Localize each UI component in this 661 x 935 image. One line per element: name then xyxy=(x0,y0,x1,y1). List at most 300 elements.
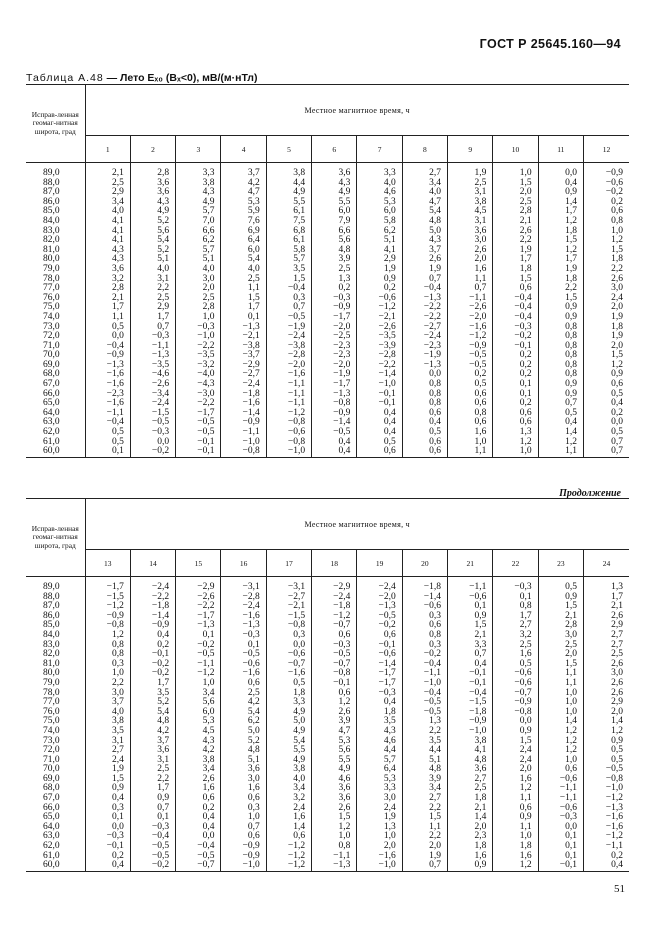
value-cell: −2,4 xyxy=(357,577,402,593)
value-cell: −1,0 xyxy=(357,380,402,390)
value-cell: −0,4 xyxy=(402,660,447,670)
latitude-cell: 78,0 xyxy=(42,273,60,284)
value-cell: 0,1 xyxy=(493,390,538,400)
value-cell: −0,4 xyxy=(130,832,175,842)
value-cell: −0,4 xyxy=(448,689,493,699)
value-cell: −1,2 xyxy=(448,332,493,342)
value-cell: −0,3 xyxy=(221,631,266,641)
value-cell: 2,2 xyxy=(85,679,130,689)
latitude-cell: 82,0 xyxy=(42,649,60,660)
value-cell: 2,2 xyxy=(402,727,447,737)
value-cell: 1,6 xyxy=(448,428,493,438)
value-cell: −0,5 xyxy=(357,612,402,622)
value-cell: 1,2 xyxy=(538,737,583,747)
latitude-cell: 64,0 xyxy=(42,821,60,832)
value-cell: 1,1 xyxy=(448,275,493,285)
value-cell: 4,7 xyxy=(221,188,266,198)
value-cell: 1,2 xyxy=(538,217,583,227)
value-cell: 6,0 xyxy=(357,207,402,217)
value-cell: 5,6 xyxy=(130,227,175,237)
table-number: Таблица А.48 xyxy=(26,72,104,84)
value-cell: −2,2 xyxy=(130,593,175,603)
value-cell: −1,1 xyxy=(448,294,493,304)
table-row xyxy=(26,163,629,179)
value-cell: 2,5 xyxy=(493,198,538,208)
value-cell: 2,0 xyxy=(176,284,221,294)
value-cell: 0,6 xyxy=(448,418,493,428)
continuation-label: Продолжение xyxy=(559,488,621,499)
value-cell: 1,1 xyxy=(85,313,130,323)
value-cell: 0,6 xyxy=(583,207,629,217)
value-cell: 1,1 xyxy=(493,794,538,804)
value-cell: 2,6 xyxy=(583,689,629,699)
value-cell: −0,5 xyxy=(130,852,175,862)
value-cell: 2,5 xyxy=(85,179,130,189)
value-cell: −1,7 xyxy=(85,577,130,593)
value-cell: 3,6 xyxy=(312,163,357,179)
value-cell: −0,7 xyxy=(312,660,357,670)
value-cell: −1,2 xyxy=(266,842,311,852)
value-cell: 1,6 xyxy=(493,650,538,660)
value-cell: 1,5 xyxy=(221,294,266,304)
value-cell: 1,2 xyxy=(493,861,538,871)
value-cell: 0,8 xyxy=(312,842,357,852)
value-cell: −0,2 xyxy=(130,447,175,457)
value-cell: −0,2 xyxy=(493,332,538,342)
value-cell: −3,9 xyxy=(357,342,402,352)
value-cell: −1,0 xyxy=(448,727,493,737)
value-cell: −1,2 xyxy=(583,832,629,842)
latitude-cell: 70,0 xyxy=(42,350,60,361)
value-cell: −1,1 xyxy=(221,428,266,438)
value-cell: 4,0 xyxy=(402,188,447,198)
value-cell: 1,2 xyxy=(538,746,583,756)
value-cell: 1,2 xyxy=(583,361,629,371)
value-cell: 5,2 xyxy=(130,246,175,256)
value-cell: 0,6 xyxy=(402,621,447,631)
value-cell: 4,4 xyxy=(357,746,402,756)
value-cell: 0,8 xyxy=(538,332,583,342)
value-cell: 1,6 xyxy=(493,852,538,862)
value-cell: 0,6 xyxy=(493,409,538,419)
value-cell: 6,0 xyxy=(176,708,221,718)
latitude-cell: 62,0 xyxy=(42,427,60,438)
value-cell: 2,5 xyxy=(448,784,493,794)
value-cell: −2,8 xyxy=(357,351,402,361)
value-cell: 4,5 xyxy=(448,207,493,217)
value-cell: 3,3 xyxy=(176,163,221,179)
value-cell: −3,4 xyxy=(130,390,175,400)
value-cell: 0,5 xyxy=(538,409,583,419)
value-cell: 0,1 xyxy=(85,813,130,823)
value-cell: 0,7 xyxy=(130,804,175,814)
value-cell: −0,7 xyxy=(266,660,311,670)
value-cell: −0,9 xyxy=(85,351,130,361)
value-cell: 1,7 xyxy=(130,679,175,689)
value-cell: 5,2 xyxy=(130,217,175,227)
value-cell: 5,5 xyxy=(312,198,357,208)
value-cell: 2,4 xyxy=(85,756,130,766)
value-cell: 2,1 xyxy=(493,217,538,227)
value-cell: 0,3 xyxy=(266,631,311,641)
value-cell: 0,7 xyxy=(583,438,629,448)
value-cell: 4,8 xyxy=(402,217,447,227)
hour-header: 13 xyxy=(85,550,130,577)
value-cell: −0,5 xyxy=(402,698,447,708)
value-cell: −1,5 xyxy=(85,593,130,603)
value-cell: 0,8 xyxy=(402,380,447,390)
latitude-cell: 69,0 xyxy=(42,773,60,784)
value-cell: −1,6 xyxy=(583,813,629,823)
value-cell: 3,2 xyxy=(85,275,130,285)
value-cell: 2,5 xyxy=(176,294,221,304)
latitude-cell: 87,0 xyxy=(42,187,60,198)
value-cell: −3,2 xyxy=(176,361,221,371)
value-cell: −1,2 xyxy=(266,852,311,862)
value-cell: 4,9 xyxy=(266,188,311,198)
value-cell: −0,9 xyxy=(583,163,629,179)
value-cell: 2,7 xyxy=(583,641,629,651)
value-cell: −1,3 xyxy=(402,361,447,371)
value-cell: −1,0 xyxy=(221,438,266,448)
hour-header: 15 xyxy=(176,550,221,577)
latitude-cell: 79,0 xyxy=(42,263,60,274)
value-cell: −0,3 xyxy=(312,294,357,304)
value-cell: −1,1 xyxy=(448,577,493,593)
value-cell: 4,3 xyxy=(85,255,130,265)
value-cell: 2,6 xyxy=(583,275,629,285)
latitude-cell: 85,0 xyxy=(42,620,60,631)
value-cell: −0,6 xyxy=(357,650,402,660)
page-number: 51 xyxy=(614,883,625,895)
local-time-group-header: Местное магнитное время, ч xyxy=(85,85,629,136)
value-cell: 0,5 xyxy=(448,380,493,390)
value-cell: 0,6 xyxy=(402,438,447,448)
value-cell: 2,0 xyxy=(538,650,583,660)
value-cell: 0,2 xyxy=(583,409,629,419)
value-cell: 3,8 xyxy=(176,756,221,766)
value-cell: −2,4 xyxy=(221,602,266,612)
value-cell: 0,0 xyxy=(538,163,583,179)
value-cell: 1,2 xyxy=(493,784,538,794)
value-cell: 4,0 xyxy=(85,708,130,718)
value-cell: 0,1 xyxy=(221,641,266,651)
value-cell: −1,1 xyxy=(266,390,311,400)
value-cell: 0,5 xyxy=(583,746,629,756)
value-cell: 3,5 xyxy=(357,717,402,727)
value-cell: −3,5 xyxy=(357,332,402,342)
value-cell: 1,6 xyxy=(448,852,493,862)
value-cell: 5,5 xyxy=(266,746,311,756)
latitude-cell: 76,0 xyxy=(42,706,60,717)
value-cell: 0,9 xyxy=(493,813,538,823)
value-cell: 4,8 xyxy=(448,756,493,766)
value-cell: 0,7 xyxy=(266,303,311,313)
value-cell: 0,9 xyxy=(583,370,629,380)
value-cell: −1,2 xyxy=(357,303,402,313)
value-cell: 1,2 xyxy=(312,698,357,708)
value-cell: 4,0 xyxy=(85,207,130,217)
value-cell: 2,6 xyxy=(493,227,538,237)
value-cell: −0,5 xyxy=(130,418,175,428)
value-cell: 1,1 xyxy=(538,669,583,679)
latitude-cell: 81,0 xyxy=(42,658,60,669)
value-cell: 0,5 xyxy=(538,577,583,593)
value-cell: 3,0 xyxy=(583,669,629,679)
value-cell: 4,9 xyxy=(176,198,221,208)
value-cell: −0,5 xyxy=(583,765,629,775)
value-cell: −0,2 xyxy=(176,641,221,651)
value-cell: 0,1 xyxy=(130,813,175,823)
value-cell: 3,1 xyxy=(130,275,175,285)
value-cell: 0,0 xyxy=(493,717,538,727)
value-cell: 6,0 xyxy=(221,246,266,256)
value-cell: −0,7 xyxy=(312,621,357,631)
value-cell: −0,3 xyxy=(130,823,175,833)
value-cell: 1,7 xyxy=(85,303,130,313)
value-cell: 0,7 xyxy=(402,275,447,285)
value-cell: 5,9 xyxy=(221,207,266,217)
value-cell: 0,5 xyxy=(266,679,311,689)
hour-header: 2 xyxy=(130,136,175,163)
value-cell: −0,5 xyxy=(130,842,175,852)
value-cell: 3,3 xyxy=(266,698,311,708)
value-cell: 5,3 xyxy=(176,717,221,727)
latitude-cell: 85,0 xyxy=(42,206,60,217)
latitude-cell: 86,0 xyxy=(42,610,60,621)
hour-header: 9 xyxy=(448,136,493,163)
latitude-cell: 68,0 xyxy=(42,369,60,380)
value-cell: 2,8 xyxy=(538,621,583,631)
value-cell: −0,1 xyxy=(176,447,221,457)
value-cell: 5,1 xyxy=(357,236,402,246)
value-cell: 0,6 xyxy=(266,832,311,842)
value-cell: 2,7 xyxy=(85,746,130,756)
hour-header: 23 xyxy=(538,550,583,577)
value-cell: −2,0 xyxy=(312,361,357,371)
value-cell: 1,0 xyxy=(538,689,583,699)
value-cell: 0,4 xyxy=(538,418,583,428)
value-cell: 2,1 xyxy=(85,294,130,304)
value-cell: −1,4 xyxy=(312,418,357,428)
value-cell: 3,0 xyxy=(357,794,402,804)
value-cell: 3,4 xyxy=(266,784,311,794)
value-cell: 3,8 xyxy=(85,717,130,727)
hour-header: 10 xyxy=(493,136,538,163)
value-cell: 1,9 xyxy=(357,813,402,823)
value-cell: 5,8 xyxy=(357,217,402,227)
value-cell: −3,8 xyxy=(266,342,311,352)
value-cell: −0,1 xyxy=(176,438,221,448)
value-cell: 6,2 xyxy=(357,227,402,237)
value-cell: 1,2 xyxy=(493,438,538,448)
value-cell: −2,4 xyxy=(266,332,311,342)
value-cell: 0,4 xyxy=(85,794,130,804)
value-cell: 2,0 xyxy=(448,823,493,833)
latitude-cell: 71,0 xyxy=(42,754,60,765)
value-cell: 4,3 xyxy=(85,246,130,256)
value-cell: 0,9 xyxy=(538,390,583,400)
value-cell: 0,7 xyxy=(538,399,583,409)
value-cell: −0,3 xyxy=(312,641,357,651)
value-cell: 3,4 xyxy=(176,689,221,699)
value-cell: 0,8 xyxy=(538,361,583,371)
value-cell: 1,9 xyxy=(357,265,402,275)
value-cell: −0,8 xyxy=(266,621,311,631)
value-cell: 5,2 xyxy=(130,698,175,708)
value-cell: 1,5 xyxy=(493,275,538,285)
value-cell: 3,6 xyxy=(312,784,357,794)
value-cell: −0,3 xyxy=(357,689,402,699)
value-cell: 4,3 xyxy=(176,737,221,747)
value-cell: −1,6 xyxy=(266,669,311,679)
value-cell: 3,7 xyxy=(221,163,266,179)
value-cell: 2,6 xyxy=(583,612,629,622)
value-cell: −1,8 xyxy=(402,577,447,593)
value-cell: 0,8 xyxy=(538,342,583,352)
value-cell: 2,0 xyxy=(448,255,493,265)
value-cell: −1,8 xyxy=(312,602,357,612)
value-cell: 2,1 xyxy=(583,602,629,612)
value-cell: −1,9 xyxy=(266,323,311,333)
value-cell: 2,4 xyxy=(266,804,311,814)
value-cell: 3,1 xyxy=(448,188,493,198)
value-cell: −0,4 xyxy=(176,842,221,852)
latitude-cell: 63,0 xyxy=(42,417,60,428)
value-cell: 3,6 xyxy=(448,227,493,237)
table-title: — Лето Eₓ₀ (Bₓ<0), мВ/(м·нТл) xyxy=(106,72,258,84)
value-cell: −0,4 xyxy=(402,689,447,699)
latitude-cell: 61,0 xyxy=(42,850,60,861)
value-cell: −0,8 xyxy=(312,399,357,409)
latitude-cell: 77,0 xyxy=(42,283,60,294)
value-cell: 0,4 xyxy=(402,418,447,428)
value-cell: 0,4 xyxy=(583,399,629,409)
value-cell: 0,9 xyxy=(538,380,583,390)
value-cell: −0,4 xyxy=(493,313,538,323)
value-cell: −1,7 xyxy=(176,612,221,622)
value-cell: 4,1 xyxy=(357,246,402,256)
value-cell: 5,4 xyxy=(130,708,175,718)
data-table-hours-1-12 xyxy=(26,84,629,458)
value-cell: 0,7 xyxy=(221,823,266,833)
value-cell: −1,5 xyxy=(448,698,493,708)
value-cell: 6,2 xyxy=(176,236,221,246)
value-cell: 0,3 xyxy=(402,612,447,622)
value-cell: 4,7 xyxy=(312,727,357,737)
value-cell: 0,2 xyxy=(130,641,175,651)
value-cell: −0,9 xyxy=(221,418,266,428)
latitude-cell: 80,0 xyxy=(42,668,60,679)
value-cell: 1,6 xyxy=(493,775,538,785)
value-cell: 3,6 xyxy=(448,765,493,775)
value-cell: −2,2 xyxy=(176,602,221,612)
value-cell: 0,6 xyxy=(357,447,402,457)
value-cell: −2,3 xyxy=(312,351,357,361)
value-cell: −0,5 xyxy=(448,361,493,371)
value-cell: 0,2 xyxy=(357,284,402,294)
value-cell: 3,0 xyxy=(448,236,493,246)
value-cell: 1,4 xyxy=(266,823,311,833)
value-cell: −0,3 xyxy=(493,577,538,593)
value-cell: 0,3 xyxy=(85,804,130,814)
hour-header: 12 xyxy=(583,136,629,163)
value-cell: 1,0 xyxy=(312,832,357,842)
value-cell: 0,8 xyxy=(448,409,493,419)
value-cell: 2,6 xyxy=(583,660,629,670)
value-cell: −1,5 xyxy=(266,612,311,622)
latitude-cell: 83,0 xyxy=(42,225,60,236)
value-cell: 0,2 xyxy=(493,370,538,380)
value-cell: 0,2 xyxy=(85,852,130,862)
value-cell: −0,1 xyxy=(357,399,402,409)
value-cell: 0,3 xyxy=(85,660,130,670)
value-cell: 2,5 xyxy=(221,275,266,285)
value-cell: −0,6 xyxy=(402,602,447,612)
value-cell: −0,5 xyxy=(312,650,357,660)
value-cell: 3,3 xyxy=(448,641,493,651)
value-cell: 1,5 xyxy=(538,602,583,612)
value-cell: 2,7 xyxy=(583,631,629,641)
value-cell: 5,4 xyxy=(221,255,266,265)
value-cell: 4,4 xyxy=(402,746,447,756)
value-cell: −0,9 xyxy=(493,698,538,708)
value-cell: 0,6 xyxy=(221,679,266,689)
value-cell: −0,8 xyxy=(493,708,538,718)
value-cell: −2,3 xyxy=(312,342,357,352)
value-cell: 0,1 xyxy=(493,380,538,390)
value-cell: 1,3 xyxy=(583,577,629,593)
value-cell: 1,8 xyxy=(538,227,583,237)
value-cell: −1,3 xyxy=(402,294,447,304)
value-cell: −0,1 xyxy=(448,669,493,679)
hour-header: 18 xyxy=(312,550,357,577)
value-cell: −1,4 xyxy=(221,409,266,419)
hour-header: 8 xyxy=(402,136,447,163)
value-cell: 3,1 xyxy=(85,737,130,747)
value-cell: 3,7 xyxy=(85,698,130,708)
value-cell: 3,6 xyxy=(312,794,357,804)
value-cell: 2,0 xyxy=(493,765,538,775)
value-cell: 0,5 xyxy=(493,660,538,670)
value-cell: 2,5 xyxy=(538,641,583,651)
value-cell: −2,0 xyxy=(312,323,357,333)
value-cell: 1,6 xyxy=(448,265,493,275)
value-cell: 0,9 xyxy=(538,313,583,323)
value-cell: 0,2 xyxy=(312,284,357,294)
value-cell: −1,4 xyxy=(357,660,402,670)
value-cell: 7,9 xyxy=(312,217,357,227)
value-cell: 0,4 xyxy=(85,861,130,871)
value-cell: 0,6 xyxy=(221,794,266,804)
value-cell: 0,1 xyxy=(176,631,221,641)
value-cell: 1,0 xyxy=(176,679,221,689)
value-cell: 3,7 xyxy=(402,246,447,256)
latitude-cell: 69,0 xyxy=(42,359,60,370)
value-cell: 3,8 xyxy=(448,737,493,747)
value-cell: 4,9 xyxy=(266,708,311,718)
value-cell: −0,3 xyxy=(176,323,221,333)
value-cell: 7,0 xyxy=(176,217,221,227)
value-cell: 0,7 xyxy=(448,650,493,660)
value-cell: 1,6 xyxy=(266,813,311,823)
value-cell: 0,7 xyxy=(402,861,447,871)
hour-header: 7 xyxy=(357,136,402,163)
value-cell: 0,6 xyxy=(176,794,221,804)
value-cell: 1,5 xyxy=(538,660,583,670)
value-cell: −2,3 xyxy=(402,342,447,352)
value-cell: −2,9 xyxy=(312,577,357,593)
